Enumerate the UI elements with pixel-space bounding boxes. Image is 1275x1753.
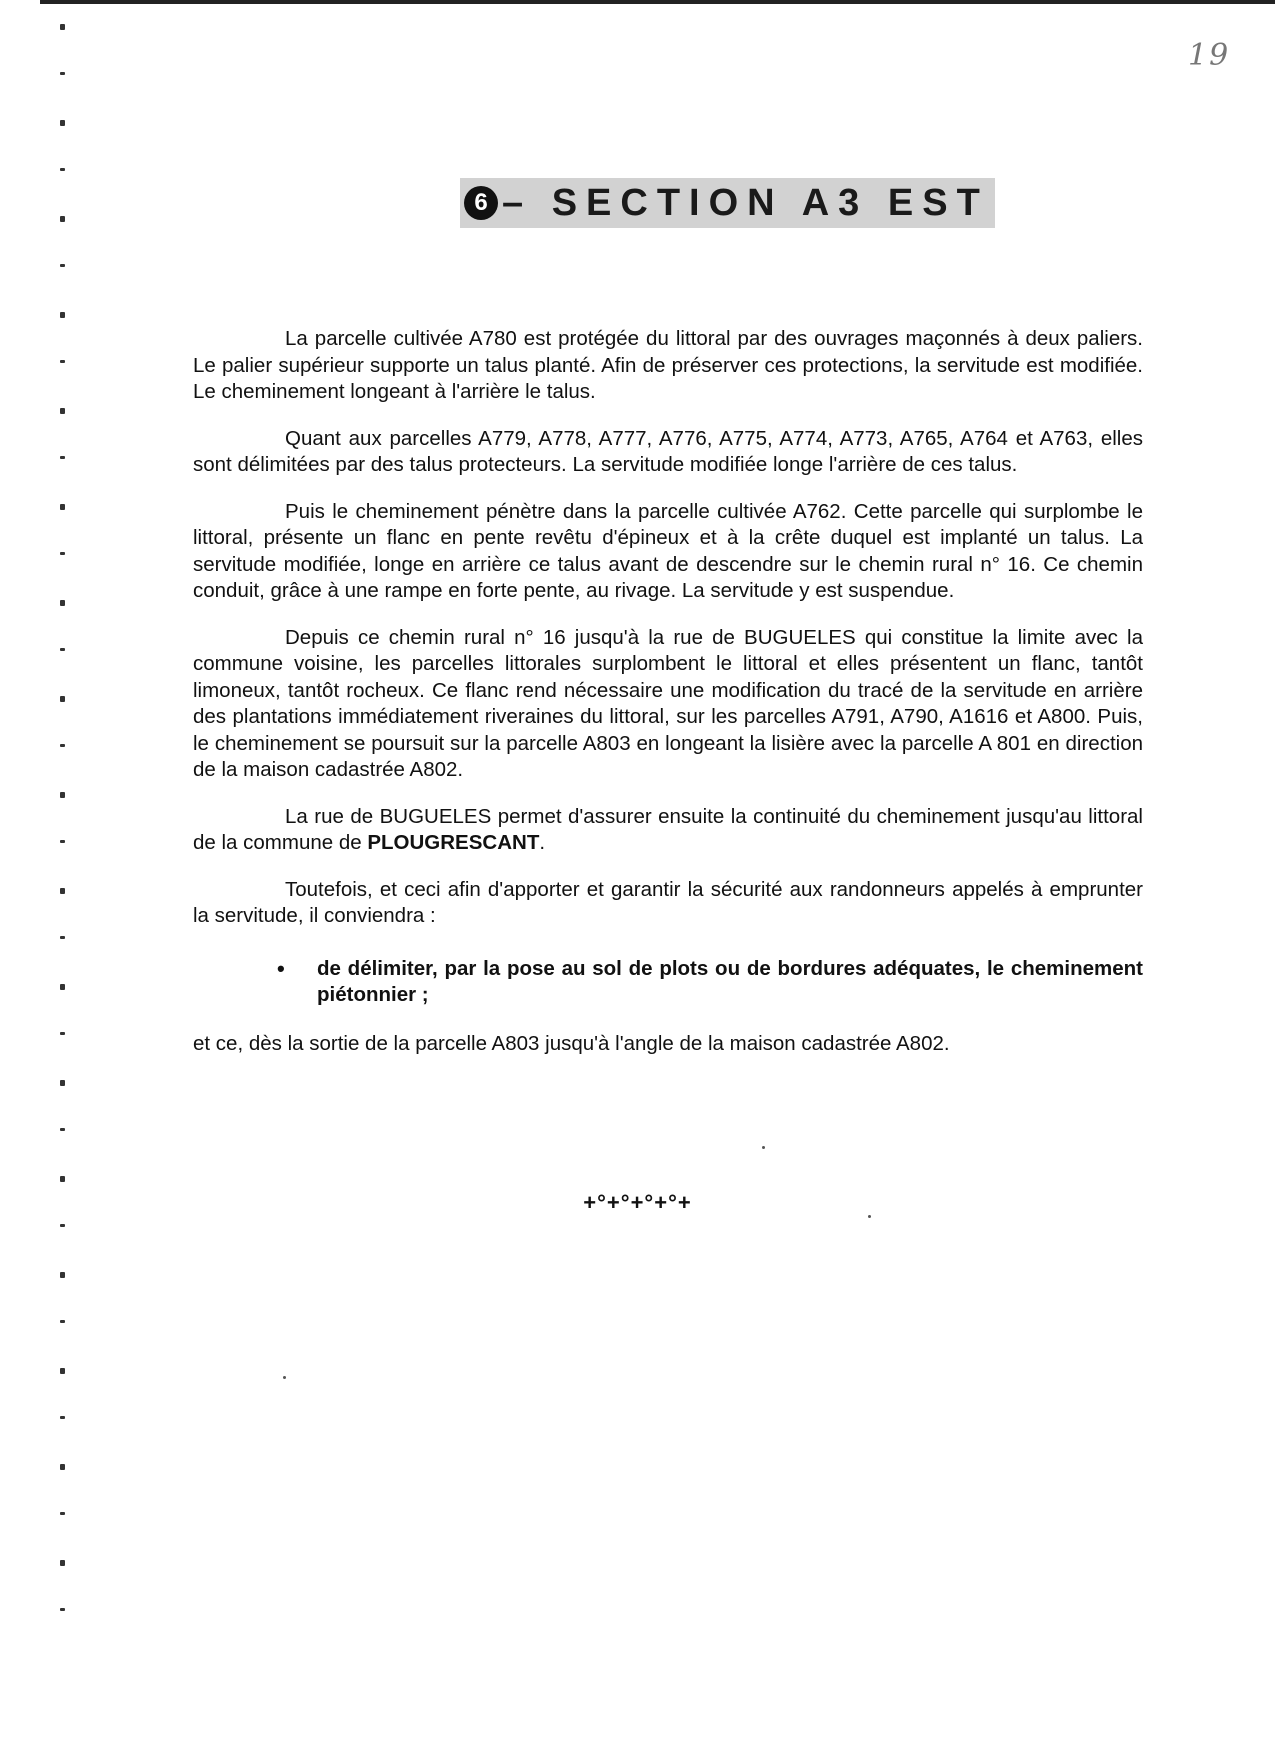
scan-edge-mark xyxy=(60,1224,65,1227)
paragraph-text: La rue de BUGUELES permet d'assurer ensuite la continuité du cheminement jusqu'au littoral de la commune de xyxy=(193,804,1143,854)
scan-edge-mark xyxy=(60,936,65,939)
separator-ornament: +°+°+°+°+ xyxy=(583,1190,692,1215)
scan-edge-mark xyxy=(60,168,65,171)
scan-edge-mark xyxy=(60,1608,65,1611)
scan-edge-mark xyxy=(60,552,65,555)
paragraph: Toutefois, et ceci afin d'apporter et garantir la sécurité aux randonneurs appelés à emprunter la servitude, il conviendra : xyxy=(193,877,1143,927)
bullet-item xyxy=(277,956,1143,1009)
scan-edge-mark xyxy=(60,120,65,126)
scan-edge-mark xyxy=(60,840,65,843)
scan-speck xyxy=(283,1376,286,1379)
scan-edge-mark xyxy=(60,216,65,222)
scan-edge-mark xyxy=(60,1128,65,1131)
scan-top-border xyxy=(40,0,1275,4)
scan-edge-mark xyxy=(60,744,65,747)
scan-edge-mark xyxy=(60,456,65,459)
scan-speck xyxy=(868,1215,871,1218)
scan-edge-mark xyxy=(60,24,65,30)
scan-edge-mark xyxy=(60,360,65,363)
paragraph: Puis le cheminement pénètre dans la parcelle cultivée A762. Cette parcelle qui surplombe le littoral, présente un flanc en pente revêtu d'épineux et à la crête duquel est implanté un talus. La servitude modifiée, longe en arrière ce talus avant de descendre sur le chemin rural n° 16. Ce chemin conduit, grâce à une rampe en forte pente, au rivage. La servitude y est suspendue. xyxy=(193,499,1143,602)
bullet-icon: • xyxy=(277,955,285,981)
scan-edge-mark xyxy=(60,1416,65,1419)
scan-edge-mark xyxy=(60,600,65,606)
scan-edge-mark xyxy=(60,1272,65,1278)
paragraph: Depuis ce chemin rural n° 16 jusqu'à la rue de BUGUELES qui constitue la limite avec la commune voisine, les parcelles littorales surplombent le littoral et elles présentent un flanc, tantôt limoneux, tantôt rocheux. Ce flanc rend nécessaire une modification du tracé de la servitude en arrière des plantations immédiatement riveraines du littoral, sur les parcelles A791, A790, A1616 et A800. Puis, le cheminement se poursuit sur la parcelle A803 en longeant la lisière avec la parcelle A 801 en direction de la maison cadastrée A802. xyxy=(193,625,1143,781)
scan-left-edge xyxy=(58,20,70,1753)
scan-edge-mark xyxy=(60,1512,65,1515)
scan-edge-mark xyxy=(60,1032,65,1035)
closing-paragraph: et ce, dès la sortie de la parcelle A803 jusqu'à l'angle de la maison cadastrée A802. xyxy=(193,1031,950,1055)
scan-edge-mark xyxy=(60,792,65,798)
scan-edge-mark xyxy=(60,1320,65,1323)
scan-edge-mark xyxy=(60,1176,65,1182)
scan-edge-mark xyxy=(60,648,65,651)
circled-number: 6 xyxy=(464,186,498,220)
scan-edge-mark xyxy=(60,264,65,267)
page-number: 19 xyxy=(1188,38,1231,73)
scan-edge-mark xyxy=(60,504,65,510)
scan-edge-mark xyxy=(60,696,65,702)
scan-edge-mark xyxy=(60,984,65,990)
scan-edge-mark xyxy=(60,1464,65,1470)
scan-edge-mark xyxy=(60,408,65,414)
scan-edge-mark xyxy=(60,1080,65,1086)
scan-edge-mark xyxy=(60,312,65,318)
scan-edge-mark xyxy=(60,888,65,894)
paragraph: Quant aux parcelles A779, A778, A777, A776, A775, A774, A773, A765, A764 et A763, elles sont délimitées par des talus protecteurs. La servitude modifiée longe l'arrière de ces talus. xyxy=(193,426,1143,476)
scan-edge-mark xyxy=(60,1560,65,1566)
scan-edge-mark xyxy=(60,1368,65,1374)
paragraph-text-end: . xyxy=(539,831,546,854)
document-body xyxy=(193,326,1143,1077)
scan-edge-mark xyxy=(60,72,65,75)
paragraph xyxy=(193,804,1143,857)
bullet-text: de délimiter, par la pose au sol de plots ou de bordures adéquates, le cheminement piétonnier ; xyxy=(317,956,1143,1006)
section-heading xyxy=(460,178,995,228)
section-title: – SECTION A3 EST xyxy=(502,181,989,224)
commune-name: PLOUGRESCANT xyxy=(367,831,540,854)
scan-speck xyxy=(762,1146,765,1149)
paragraph: La parcelle cultivée A780 est protégée du littoral par des ouvrages maçonnés à deux paliers. Le palier supérieur supporte un talus planté. Afin de préserver ces protections, la servitude est modifiée. Le cheminement longeant à l'arrière le talus. xyxy=(193,327,1143,403)
